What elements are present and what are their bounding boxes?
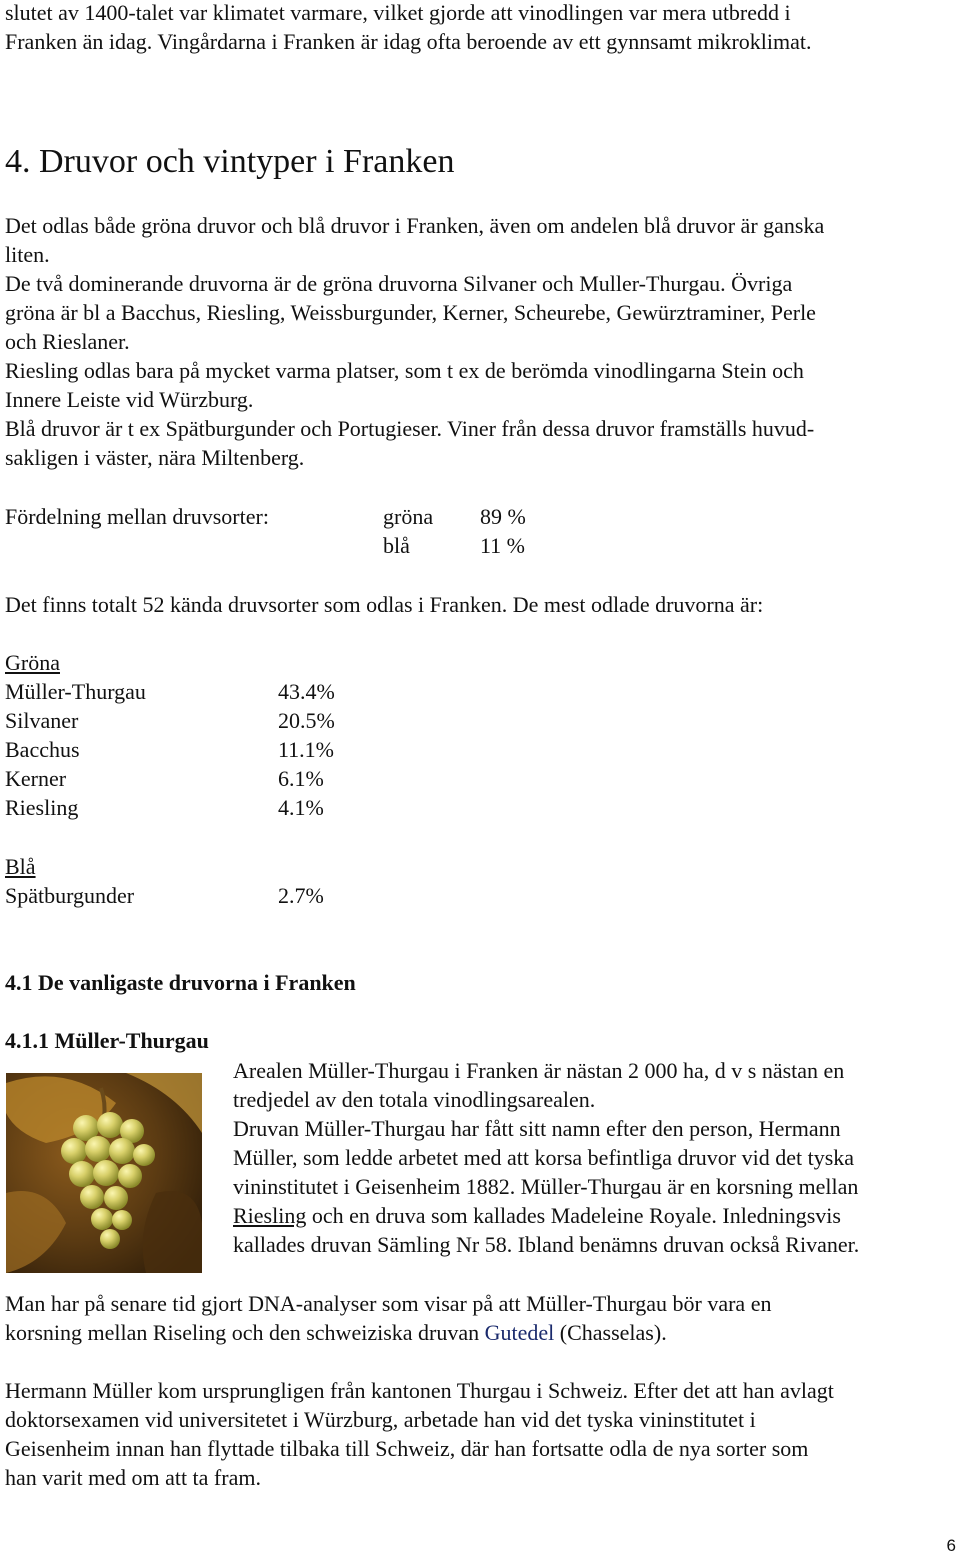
green-item-value: 4.1% (278, 795, 324, 820)
mt-p4-line-2: doktorsexamen vid universitetet i Würzburg, arbetade han vid det tyska vininstitutet i (5, 1407, 756, 1432)
green-item-value: 20.5% (278, 708, 335, 733)
mt-p3-line-2-post: (Chasselas). (554, 1320, 667, 1345)
distribution-green-name: gröna (383, 504, 434, 529)
grape-cluster-icon (6, 1073, 202, 1273)
totals-text: Det finns totalt 52 kända druvsorter som odlas i Franken. De mest odlade druvorna är: (5, 592, 764, 617)
green-item-name: Riesling (5, 795, 79, 820)
blue-item-name: Spätburgunder (5, 883, 135, 908)
green-item-name: Silvaner (5, 708, 79, 733)
grape-cluster-photo (6, 1073, 202, 1273)
blue-list-heading: Blå (5, 854, 36, 879)
gutedel-link[interactable]: Gutedel (484, 1320, 555, 1345)
distribution-blue-name: blå (383, 533, 410, 558)
para2-line-3: och Rieslaner. (5, 329, 130, 354)
mt-p3-line-2-pre: korsning mellan Riseling och den schweiziska druvan (5, 1320, 485, 1345)
para4-line-2: sakligen i väster, nära Miltenberg. (5, 445, 305, 470)
blue-item-value: 2.7% (278, 883, 324, 908)
green-item-name: Bacchus (5, 737, 80, 762)
mt-p4-line-3: Geisenheim innan han flyttade tilbaka till Schweiz, där han fortsatte odla de nya sorter som (5, 1436, 809, 1461)
green-item-value: 43.4% (278, 679, 335, 704)
section-4-heading: 4. Druvor och vintyper i Franken (5, 143, 455, 180)
green-list-heading: Gröna (5, 650, 60, 675)
green-item-value: 6.1% (278, 766, 324, 791)
para2-line-2: gröna är bl a Bacchus, Riesling, Weissburgunder, Kerner, Scheurebe, Gewürztraminer, Perle (5, 300, 816, 325)
green-item-name: Müller-Thurgau (5, 679, 146, 704)
para1-line-1: Det odlas både gröna druvor och blå druvor i Franken, även om andelen blå druvor är ganska (5, 213, 825, 238)
mt-p4-line-4: han varit med om att ta fram. (5, 1465, 261, 1490)
page-number: 6 (946, 1536, 956, 1555)
para1-line-2: liten. (5, 242, 50, 267)
mt-p2-line-1: Druvan Müller-Thurgau har fått sitt namn efter den person, Hermann (233, 1116, 841, 1141)
intro-line-1: slutet av 1400-talet var klimatet varmare, vilket gjorde att vinodlingen var mera utbredd i (5, 0, 791, 25)
distribution-label: Fördelning mellan druvsorter: (5, 504, 269, 529)
para4-line-1: Blå druvor är t ex Spätburgunder och Portugieser. Viner från dessa druvor framställs huvud- (5, 416, 815, 441)
mt-p3-line-1: Man har på senare tid gjort DNA-analyser som visar på att Müller-Thurgau bör vara en (5, 1291, 772, 1316)
mt-p3-line-2 (5, 1320, 667, 1346)
mt-p4-line-1: Hermann Müller kom ursprungligen från kantonen Thurgau i Schweiz. Efter det att han avlagt (5, 1378, 834, 1403)
distribution-green-value: 89 % (480, 504, 526, 529)
mt-p1-line-1: Arealen Müller-Thurgau i Franken är nästan 2 000 ha, d v s nästan en (233, 1058, 845, 1083)
riesling-link[interactable]: Riesling (233, 1203, 307, 1228)
section-4-1-1-heading: 4.1.1 Müller-Thurgau (5, 1028, 209, 1053)
mt-p2-line-4-rest: och en druva som kallades Madeleine Royale. Inledningsvis (306, 1203, 841, 1228)
section-4-1-heading: 4.1 De vanligaste druvorna i Franken (5, 970, 356, 995)
mt-p2-line-3: vininstitutet i Geisenheim 1882. Müller-Thurgau är en korsning mellan (233, 1174, 859, 1199)
green-item-name: Kerner (5, 766, 67, 791)
para3-line-1: Riesling odlas bara på mycket varma platser, som t ex de berömda vinodlingarna Stein och (5, 358, 804, 383)
para3-line-2: Innere Leiste vid Würzburg. (5, 387, 254, 412)
mt-p2-line-2: Müller, som ledde arbetet med att korsa befintliga druvor vid det tyska (233, 1145, 855, 1170)
intro-line-2: Franken än idag. Vingårdarna i Franken är idag ofta beroende av ett gynnsamt mikroklimat. (5, 29, 812, 54)
green-item-value: 11.1% (278, 737, 335, 762)
mt-p1-line-2: tredjedel av den totala vinodlingsarealen. (233, 1087, 596, 1112)
mt-p2-line-4 (233, 1203, 841, 1229)
mt-p2-line-5: kallades druvan Sämling Nr 58. Ibland benämns druvan också Rivaner. (233, 1232, 860, 1257)
distribution-blue-value: 11 % (480, 533, 526, 558)
para2-line-1: De två dominerande druvorna är de gröna druvorna Silvaner och Muller-Thurgau. Övriga (5, 271, 793, 296)
